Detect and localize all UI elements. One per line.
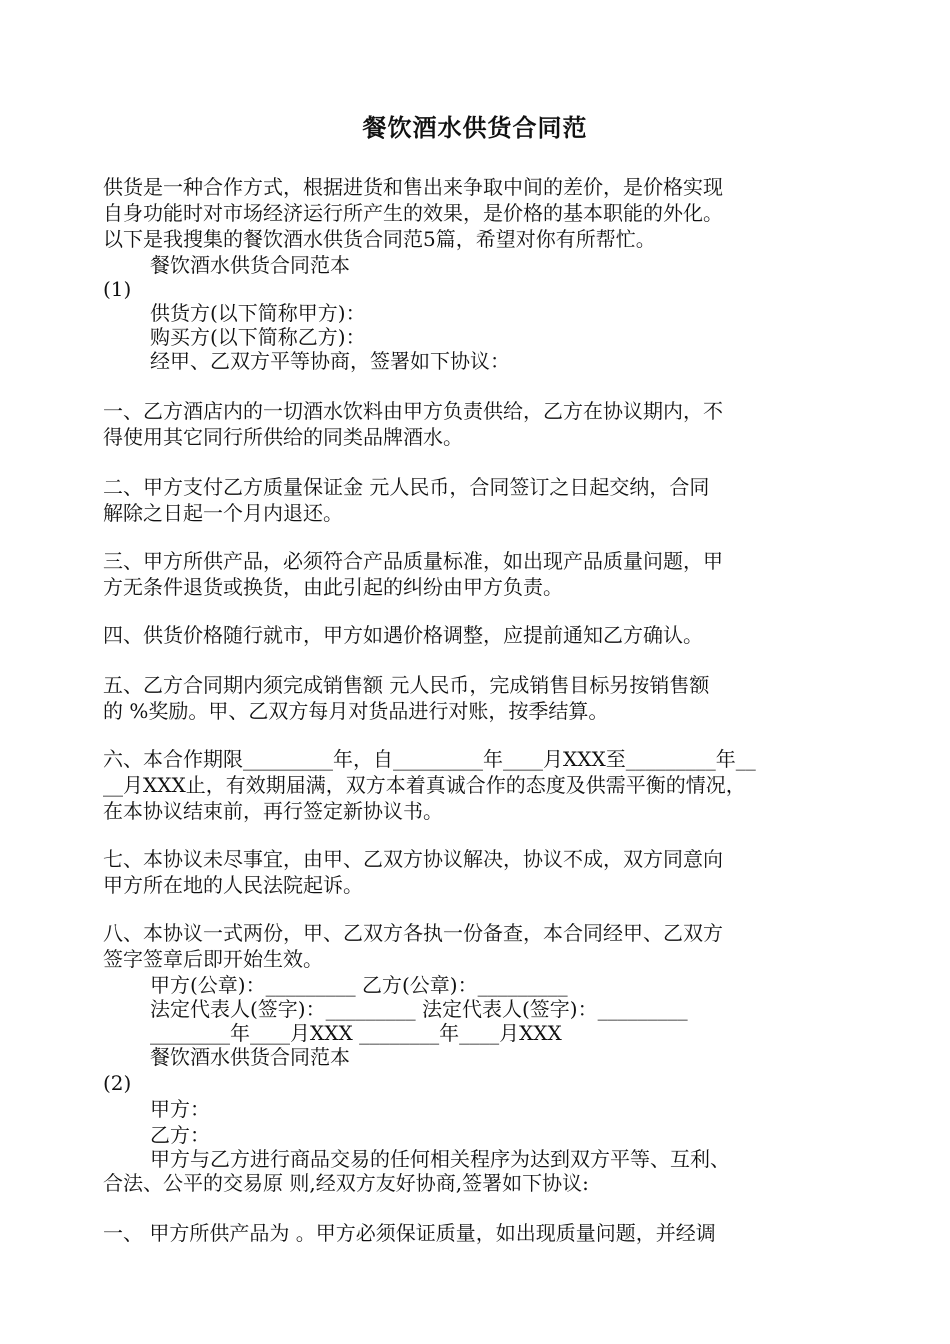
clause-line: 一、乙方酒店内的一切酒水饮料由甲方负责供给，乙方在协议期内，不 [103,399,723,423]
clause-line: 二、甲方支付乙方质量保证金 元人民币，合同签订之日起交纳，合同 [103,475,710,499]
clause-line: 得使用其它同行所供给的同类品牌酒水。 [103,425,463,449]
clause-line: 甲方所在地的人民法院起诉。 [103,873,363,897]
clause-line: 的 %奖励。甲、乙双方每月对货品进行对账，按季结算。 [103,699,609,723]
clause-line: 签字签章后即开始生效。 [103,947,323,971]
clause-line: __月XXX止，有效期届满，双方本着真诚合作的态度及供需平衡的情况， [103,773,746,797]
clause-line: 在本协议结束前，再行签定新协议书。 [103,799,443,823]
section-number: (1) [103,277,132,301]
section-heading: 餐饮酒水供货合同范本 [150,1045,350,1069]
clause-line: 五、乙方合同期内须完成销售额 元人民币，完成销售目标另按销售额 [103,673,710,697]
clause-line: 八、本协议一式两份，甲、乙双方各执一份备查，本合同经甲、乙双方 [103,921,723,945]
clause-line: 七、本协议未尽事宜，由甲、乙双方协议解决，协议不成，双方同意向 [103,847,723,871]
intro-line: 自身功能时对市场经济运行所产生的效果，是价格的基本职能的外化。 [103,201,723,225]
section-heading: 餐饮酒水供货合同范本 [150,253,350,277]
clause-line: 解除之日起一个月内退还。 [103,501,343,525]
signature-line: 甲方(公章)：_________ 乙方(公章)：_________ [150,973,568,997]
clause-line: 方无条件退货或换货，由此引起的纠纷由甲方负责。 [103,575,563,599]
preamble-line: 经甲、乙双方平等协商，签署如下协议： [150,349,510,373]
document-title: 餐饮酒水供货合同范 [362,114,588,142]
section-number: (2) [103,1071,132,1095]
preamble-line: 甲方与乙方进行商品交易的任何相关程序为达到双方平等、互利、 [150,1147,730,1171]
date-line: ________年____月XXX ________年____月XXX [150,1021,562,1045]
party-line: 甲方： [150,1097,210,1121]
clause-line: 一、 甲方所供产品为 。甲方必须保证质量，如出现质量问题，并经调 [103,1221,716,1245]
party-line: 供货方(以下简称甲方)： [150,301,366,325]
intro-line: 以下是我搜集的餐饮酒水供货合同范5篇，希望对你有所帮忙。 [103,227,656,251]
clause-line: 六、本合作期限_________年，自_________年____月XXX至_________年__ [103,747,756,771]
preamble-line: 合法、公平的交易原 则,经双方友好协商,签署如下协议: [103,1171,589,1195]
clause-line: 三、甲方所供产品，必须符合产品质量标准，如出现产品质量问题，甲 [103,549,723,573]
clause-line: 四、供货价格随行就市，甲方如遇价格调整，应提前通知乙方确认。 [103,623,703,647]
signature-line: 法定代表人(签字)：_________ 法定代表人(签字)：_________ [150,997,688,1021]
party-line: 乙方： [150,1123,210,1147]
party-line: 购买方(以下简称乙方)： [150,325,366,349]
intro-line: 供货是一种合作方式，根据进货和售出来争取中间的差价，是价格实现 [103,175,723,199]
